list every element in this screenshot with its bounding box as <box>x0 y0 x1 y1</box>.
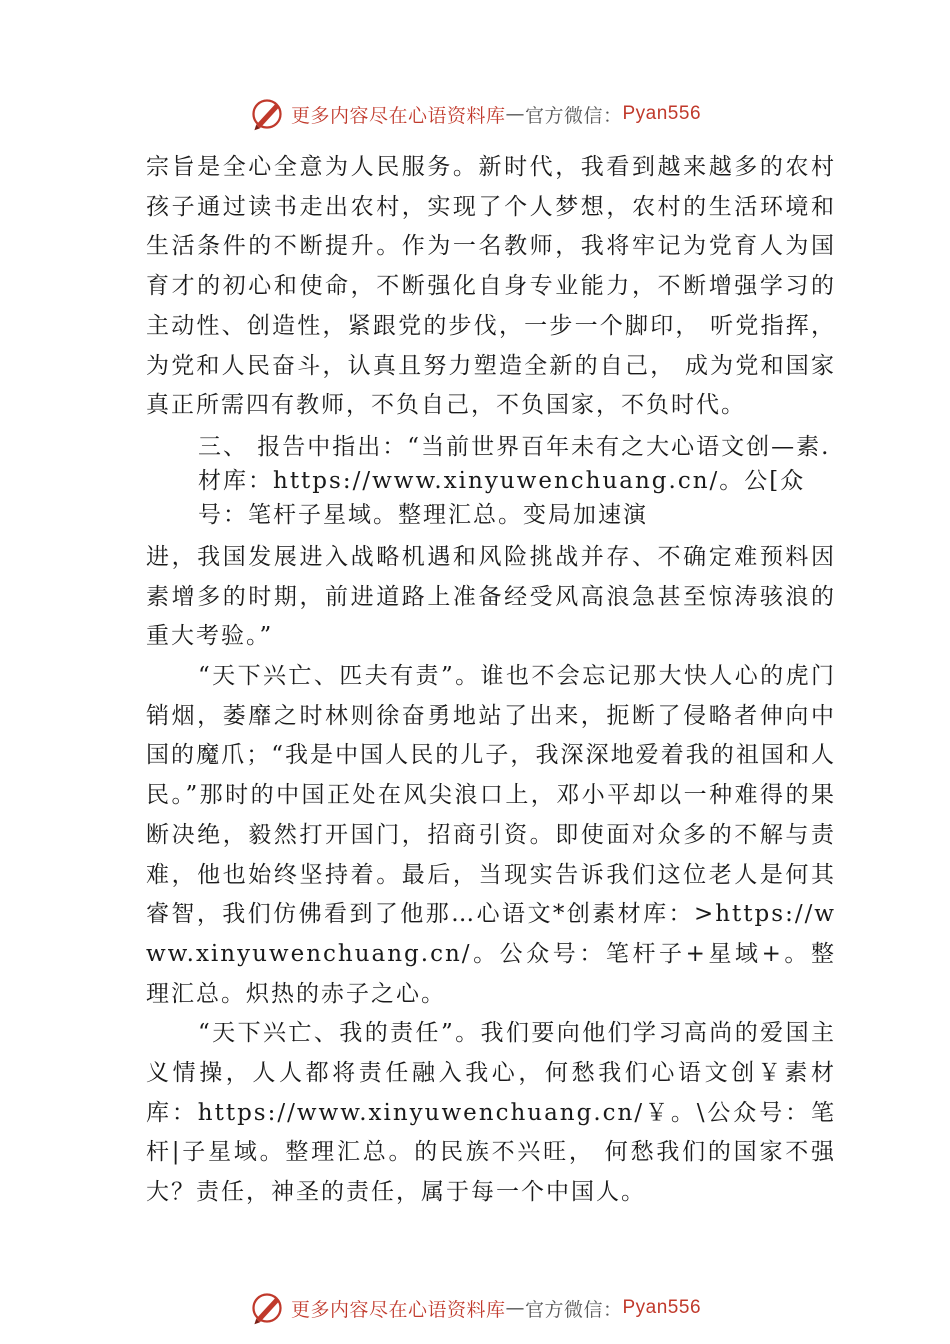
banner-handle: Pyan556 <box>622 1297 702 1318</box>
pen-logo-icon <box>249 96 285 132</box>
banner-label: 官方微信： <box>524 1298 623 1321</box>
banner-brand: 更多内容尽在心语资料库 <box>290 104 506 127</box>
paragraph-4: “天下兴亡、我的责任”。我们要向他们学习高尚的爱国主义情操，人人都将责任融入我心，何愁我们心语文创￥素材库：https://www.xinyuwenchuang.cn/￥。\公众号：笔杆|子星域。整理汇总。的民族不兴旺， 何愁我们的国家不强大？责任，神圣的责任，属于每一个中国人。 <box>146 1020 836 1206</box>
header-banner <box>0 92 950 136</box>
banner-dash: — <box>505 1297 525 1319</box>
pen-logo-icon <box>249 1290 285 1326</box>
banner-dash: — <box>505 103 525 125</box>
banner-label: 官方微信： <box>524 104 623 127</box>
banner-brand: 更多内容尽在心语资料库 <box>290 1298 506 1321</box>
paragraph-3: “天下兴亡、匹夫有责”。谁也不会忘记那大快人心的虎门销烟，萎靡之时林则徐奋勇地站了出来，扼断了侵略者伸向中国的魔爪；“我是中国人民的儿子，我深深地爱着我的祖国和人民。”那时的中国正处在风尖浪口上，邓小平却以一种难得的果断决绝，毅然打开国门，招商引资。即使面对众多的不解与责难，他也始终坚持着。最后，当现实告诉我们这位老人是何其睿智，我们仿佛看到了他那…心语文*创素材库：>https://www.xinyuwenchuang.cn/。公众号：笔杆子+星域+。整理汇总。炽热的赤子之心。 <box>146 663 836 1007</box>
paragraph-2: 进，我国发展进入战略机遇和风险挑战并存、不确定难预料因素增多的时期，前进道路上准备经受风高浪急甚至惊涛骇浪的重大考验。” <box>146 543 836 650</box>
document-body <box>146 148 836 1213</box>
paragraph-1: 宗旨是全心全意为人民服务。新时代，我看到越来越多的农村孩子通过读书走出农村，实现了个人梦想，农村的生活环境和生活条件的不断提升。作为一名教师，我将牢记为党育人为国育才的初心和使命，不断强化自身专业能力，不断增强学习的主动性、创造性，紧跟党的步伐，一步一个脚印， 听党指挥，为党和人民奋斗，认真且努力塑造全新的自己， 成为党和国家真正所需四有教师，不负自己，不负国家，不负时代。 <box>146 154 836 419</box>
footer-banner <box>0 1286 950 1330</box>
section-heading: 三、 报告中指出：“当前世界百年未有之大心语文创—素.材库：https://www.xinyuwenchuang.cn/。公[众号：笔杆子星域。整理汇总。变局加速演 <box>198 433 831 528</box>
banner-handle: Pyan556 <box>622 103 702 124</box>
